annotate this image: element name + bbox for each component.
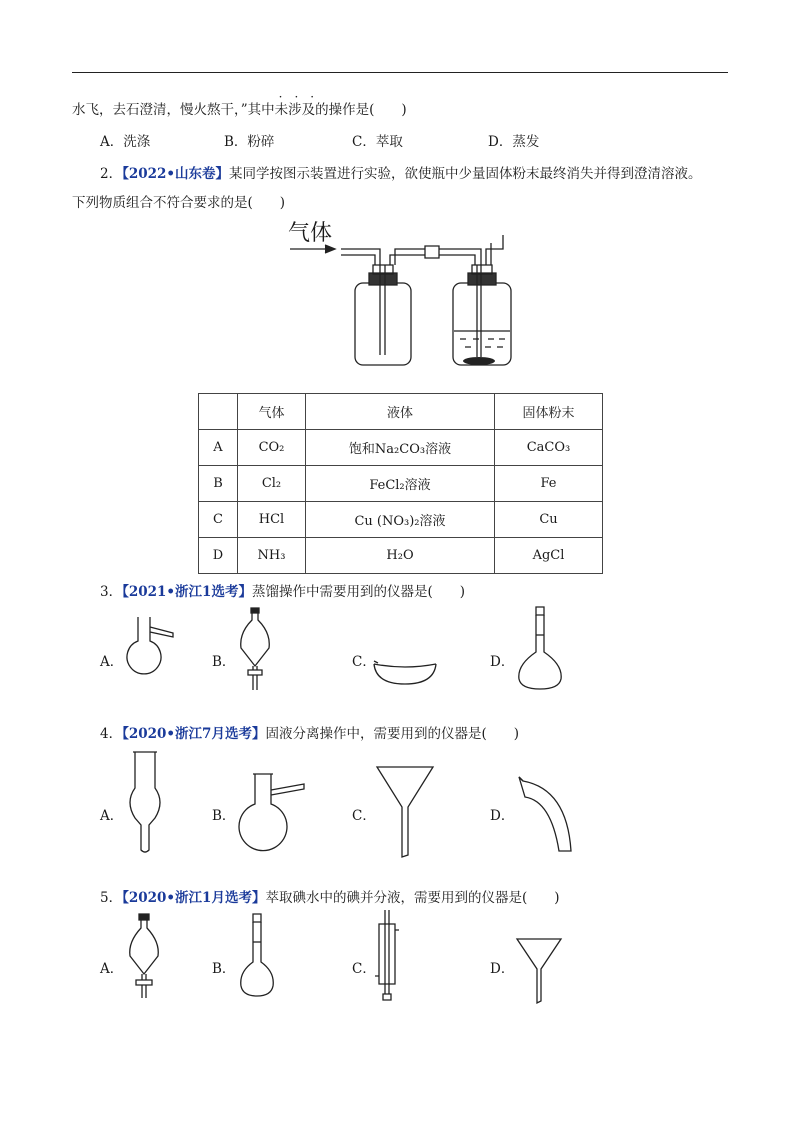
- table-cell: CO₂: [238, 430, 306, 466]
- table-cell: Cl₂: [238, 466, 306, 502]
- q3-label-c[interactable]: C．: [352, 654, 376, 670]
- q2-text1: 某同学按图示装置进行实验，欲使瓶中少量固体粉末最终消失并得到澄清溶液。: [229, 166, 702, 182]
- reagent-table: [198, 393, 603, 574]
- q4-label-b[interactable]: B．: [212, 808, 236, 824]
- q1-stem-end: 的操作是( ): [315, 102, 407, 118]
- separatory-funnel-icon[interactable]: [235, 608, 275, 690]
- bent-tube-icon[interactable]: [515, 775, 573, 855]
- gas-washing-apparatus: [285, 235, 545, 375]
- q1-option-d[interactable]: D．蒸发: [488, 134, 540, 150]
- table-header-row: [199, 394, 603, 430]
- table-cell: HCl: [238, 502, 306, 538]
- table-row: [199, 466, 603, 502]
- table-header-cell: [199, 394, 238, 430]
- table-cell: H₂O: [306, 538, 495, 574]
- table-cell: B: [199, 466, 238, 502]
- table-cell: C: [199, 502, 238, 538]
- filter-funnel-icon[interactable]: [375, 765, 435, 860]
- q4-number: 4．: [100, 726, 123, 742]
- table-row: [199, 538, 603, 574]
- table-row: [199, 502, 603, 538]
- condenser-icon[interactable]: [375, 910, 399, 1006]
- q4-label-c[interactable]: C．: [352, 808, 376, 824]
- table-cell: Cu: [495, 502, 603, 538]
- table-row: [199, 430, 603, 466]
- q3-number: 3．: [100, 584, 123, 600]
- table-cell: FeCl₂溶液: [306, 466, 495, 502]
- table-cell: CaCO₃: [495, 430, 603, 466]
- q3-text: 蒸馏操作中需要用到的仪器是( ): [251, 584, 465, 600]
- q1-option-b[interactable]: B．粉碎: [224, 134, 275, 150]
- distilling-flask-icon[interactable]: [125, 615, 175, 685]
- q1-emphasis: 未涉及 ···: [274, 90, 327, 118]
- q3-label-b[interactable]: B．: [212, 654, 236, 670]
- q4-stem: [100, 722, 519, 742]
- filter-funnel-icon[interactable]: [515, 937, 563, 1005]
- q2-number: 2．: [100, 166, 123, 182]
- q2-stem-line2: 下列物质组合不符合要求的是( ): [72, 195, 286, 211]
- q2-source: 【2022•山东卷】: [122, 166, 230, 182]
- table-cell: NH₃: [238, 538, 306, 574]
- volumetric-flask-icon[interactable]: [515, 607, 565, 692]
- q5-stem: [100, 886, 560, 906]
- volumetric-flask-icon[interactable]: [237, 914, 277, 998]
- q5-label-d[interactable]: D．: [490, 961, 515, 977]
- table-cell: AgCl: [495, 538, 603, 574]
- table-header-cell: 气体: [238, 394, 306, 430]
- q4-text: 固液分离操作中，需要用到的仪器是( ): [265, 726, 519, 742]
- gas-label: 气体: [288, 221, 333, 246]
- q3-label-d[interactable]: D．: [490, 654, 515, 670]
- q1-option-a[interactable]: A．洗涤: [100, 134, 151, 150]
- table-cell: 饱和Na₂CO₃溶液: [306, 430, 495, 466]
- q4-source: 【2020•浙江7月选考】: [122, 726, 266, 742]
- table-cell: A: [199, 430, 238, 466]
- q5-number: 5．: [100, 890, 123, 906]
- q1-stem: [72, 90, 407, 118]
- separatory-funnel-icon[interactable]: [124, 914, 164, 998]
- q5-text: 萃取碘水中的碘并分液，需要用到的仪器是( ): [265, 890, 560, 906]
- q4-label-d[interactable]: D．: [490, 808, 515, 824]
- table-cell: Cu (NO₃)₂溶液: [306, 502, 495, 538]
- q5-label-b[interactable]: B．: [212, 961, 236, 977]
- q5-label-a[interactable]: A．: [100, 961, 124, 977]
- evaporating-dish-icon[interactable]: [372, 660, 438, 688]
- q5-source: 【2020•浙江1月选考】: [122, 890, 266, 906]
- q5-label-c[interactable]: C．: [352, 961, 376, 977]
- q3-source: 【2021•浙江1选考】: [122, 584, 252, 600]
- q3-label-a[interactable]: A．: [100, 654, 124, 670]
- q1-option-c[interactable]: C．萃取: [352, 134, 403, 150]
- table-cell: D: [199, 538, 238, 574]
- distilling-flask-large-icon[interactable]: [238, 772, 306, 854]
- q4-label-a[interactable]: A．: [100, 808, 124, 824]
- drying-tube-icon[interactable]: [125, 750, 165, 860]
- q3-stem: [100, 580, 465, 600]
- table-cell: Fe: [495, 466, 603, 502]
- header-rule: [72, 72, 728, 73]
- q1-stem-text: 水飞，去石澄清，慢火熬干，”其中: [72, 102, 275, 118]
- table-header-cell: 固体粉末: [495, 394, 603, 430]
- q2-stem-line1: [100, 162, 702, 182]
- table-header-cell: 液体: [306, 394, 495, 430]
